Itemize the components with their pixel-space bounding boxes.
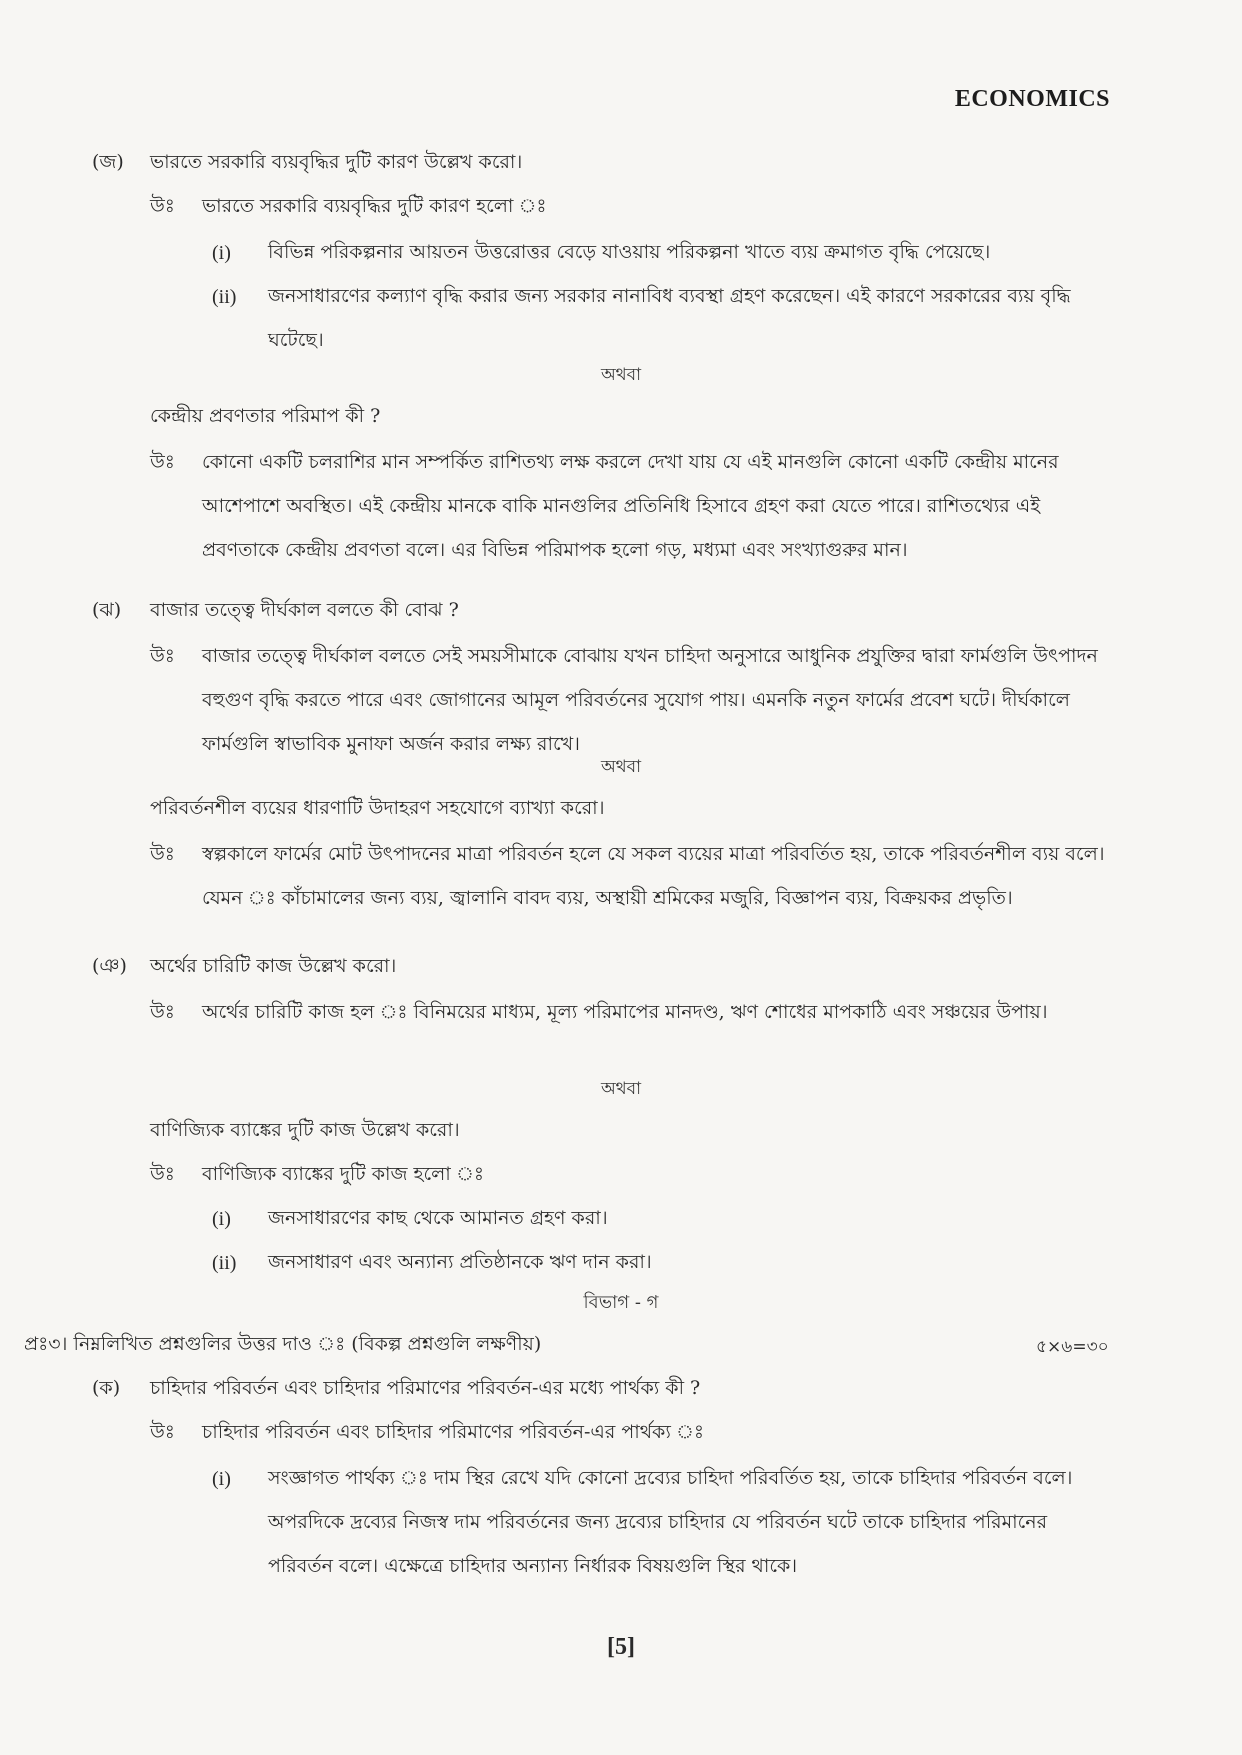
question-nya xyxy=(92,944,396,988)
answer-label: উঃ xyxy=(150,843,175,865)
answer-text: বাজার তত্ত্বে দীর্ঘকাল বলতে সেই সময়সীমাকে বোঝায় যখন চাহিদা অনুসারে আধুনিক প্রযুক্তির দ্বারা ফার্মগুলি উৎপাদন বহুগুণ বৃদ্ধি করতে পারে এবং জোগানের আমূল পরিবর্তনের সুযোগ পায়। এমনকি নতুন ফার্মের প্রবেশ ঘটে। দীর্ঘকালে ফার্মগুলি স্বাভাবিক মুনাফা অর্জন করার লক্ষ্য রাখে। xyxy=(202,645,1098,755)
section-title: বিভাগ - গ xyxy=(583,1292,659,1313)
question-text: অর্থের চারিটি কাজ উল্লেখ করো। xyxy=(150,955,397,977)
question-text: ভারতে সরকারি ব্যয়বৃদ্ধির দুটি কারণ উল্লেখ করো। xyxy=(150,151,523,173)
alt-question: পরিবর্তনশীল ব্যয়ের ধারণাটি উদাহরণ সহযোগে ব্যাখ্যা করো। xyxy=(150,797,605,819)
answer-label: উঃ xyxy=(150,1163,175,1185)
or-divider: অথবা xyxy=(600,757,642,777)
answer-label: উঃ xyxy=(150,645,175,667)
point-number: (ii) xyxy=(212,286,237,308)
question-label: (ক) xyxy=(92,1377,121,1399)
answer-label: উঃ xyxy=(150,1421,175,1443)
point-number: (i) xyxy=(212,1468,231,1490)
question-label: প্রঃ৩। xyxy=(24,1333,68,1355)
alt-question: কেন্দ্রীয় প্রবণতার পরিমাপ কী ? xyxy=(150,405,381,427)
subject-header: ECONOMICS xyxy=(954,86,1110,112)
alt-answer-intro: বাণিজ্যিক ব্যাঙ্কের দুটি কাজ হলো ঃ xyxy=(202,1163,485,1185)
point-number: (i) xyxy=(212,1208,231,1230)
or-divider: অথবা xyxy=(600,1079,642,1099)
answer-label: উঃ xyxy=(150,1001,175,1023)
marks-allocation: ৫×৬=৩০ xyxy=(1036,1337,1109,1357)
answer-intro: চাহিদার পরিবর্তন এবং চাহিদার পরিমাণের পরিবর্তন-এর পার্থক্য ঃ xyxy=(202,1421,705,1443)
alt-answer: কোনো একটি চলরাশির মান সম্পর্কিত রাশিতথ্য লক্ষ করলে দেখা যায় যে এই মানগুলি কোনো একটি কেন্দ্রীয় মানের আশেপাশে অবস্থিত। এই কেন্দ্রীয় মানকে বাকি মানগুলির প্রতিনিধি হিসাবে গ্রহণ করা যেতে পারে। রাশিতথ্যের এই প্রবণতাকে কেন্দ্রীয় প্রবণতা বলে। এর বিভিন্ন পরিমাপক হলো গড়, মধ্যমা এবং সংখ্যাগুরুর মান। xyxy=(202,451,1059,561)
question-label: (জ) xyxy=(92,151,124,173)
question-jha2 xyxy=(92,588,459,632)
question-label: (ঞ) xyxy=(92,955,127,977)
point-number: (ii) xyxy=(212,1252,237,1274)
point-text: সংজ্ঞাগত পার্থক্য ঃ দাম স্থির রেখে যদি কোনো দ্রব্যের চাহিদা পরিবর্তিত হয়, তাকে চাহিদার পরিবর্তন বলে। অপরদিকে দ্রব্যের নিজস্ব দাম পরিবর্তনের জন্য দ্রব্যের চাহিদার যে পরিবর্তন ঘটে তাকে চাহিদার পরিমানের পরিবর্তন বলে। এক্ষেত্রে চাহিদার অন্যান্য নির্ধারক বিষয়গুলি স্থির থাকে। xyxy=(268,1467,1073,1577)
answer-intro: ভারতে সরকারি ব্যয়বৃদ্ধির দুটি কারণ হলো ঃ xyxy=(202,195,547,217)
point-text: বিভিন্ন পরিকল্পনার আয়তন উত্তরোত্তর বেড়ে যাওয়ায় পরিকল্পনা খাতে ব্যয় ক্রমাগত বৃদ্ধি পেয়েছে। xyxy=(268,241,991,263)
question-3 xyxy=(24,1322,541,1366)
alt-question: বাণিজ্যিক ব্যাঙ্কের দুটি কাজ উল্লেখ করো। xyxy=(150,1119,460,1141)
answer-label: উঃ xyxy=(150,195,175,217)
question-instruction: নিম্নলিখিত প্রশ্নগুলির উত্তর দাও ঃ (বিকল্প প্রশ্নগুলি লক্ষণীয়) xyxy=(73,1333,542,1355)
question-text: চাহিদার পরিবর্তন এবং চাহিদার পরিমাণের পরিবর্তন-এর মধ্যে পার্থক্য কী ? xyxy=(150,1377,701,1399)
point-text: জনসাধারণ এবং অন্যান্য প্রতিষ্ঠানকে ঋণ দান করা। xyxy=(268,1251,652,1273)
point-text: জনসাধারণের কল্যাণ বৃদ্ধি করার জন্য সরকার নানাবিধ ব্যবস্থা গ্রহণ করেছেন। এই কারণে সরকারের ব্যয় বৃদ্ধি ঘটেছে। xyxy=(268,285,1071,351)
point-text: জনসাধারণের কাছ থেকে আমানত গ্রহণ করা। xyxy=(268,1207,608,1229)
answer-label: উঃ xyxy=(150,451,175,473)
alt-answer: স্বল্পকালে ফার্মের মোট উৎপাদনের মাত্রা পরিবর্তন হলে যে সকল ব্যয়ের মাত্রা পরিবর্তিত হয়, তাকে পরিবর্তনশীল ব্যয় বলে। যেমন ঃ কাঁচামালের জন্য ব্যয়, জ্বালানি বাবদ ব্যয়, অস্থায়ী শ্রমিকের মজুরি, বিজ্ঞাপন ব্যয়, বিক্রয়কর প্রভৃতি। xyxy=(202,843,1105,909)
question-label: (ঝ) xyxy=(92,599,122,621)
point-number: (i) xyxy=(212,242,231,264)
question-jha xyxy=(92,140,522,184)
answer-intro-row xyxy=(150,184,547,228)
answer-text: অর্থের চারিটি কাজ হল ঃ বিনিময়ের মাধ্যম, মূল্য পরিমাপের মানদণ্ড, ঋণ শোধের মাপকাঠি এবং সঞ্চয়ের উপায়। xyxy=(202,1001,1048,1023)
question-ka xyxy=(92,1366,700,1410)
or-divider: অথবা xyxy=(600,365,642,385)
answer-intro-row xyxy=(150,1410,704,1454)
question-text: বাজার তত্ত্বে দীর্ঘকাল বলতে কী বোঝ ? xyxy=(150,599,459,621)
page-number: [5] xyxy=(607,1634,635,1660)
alt-answer-intro-row xyxy=(150,1152,484,1196)
